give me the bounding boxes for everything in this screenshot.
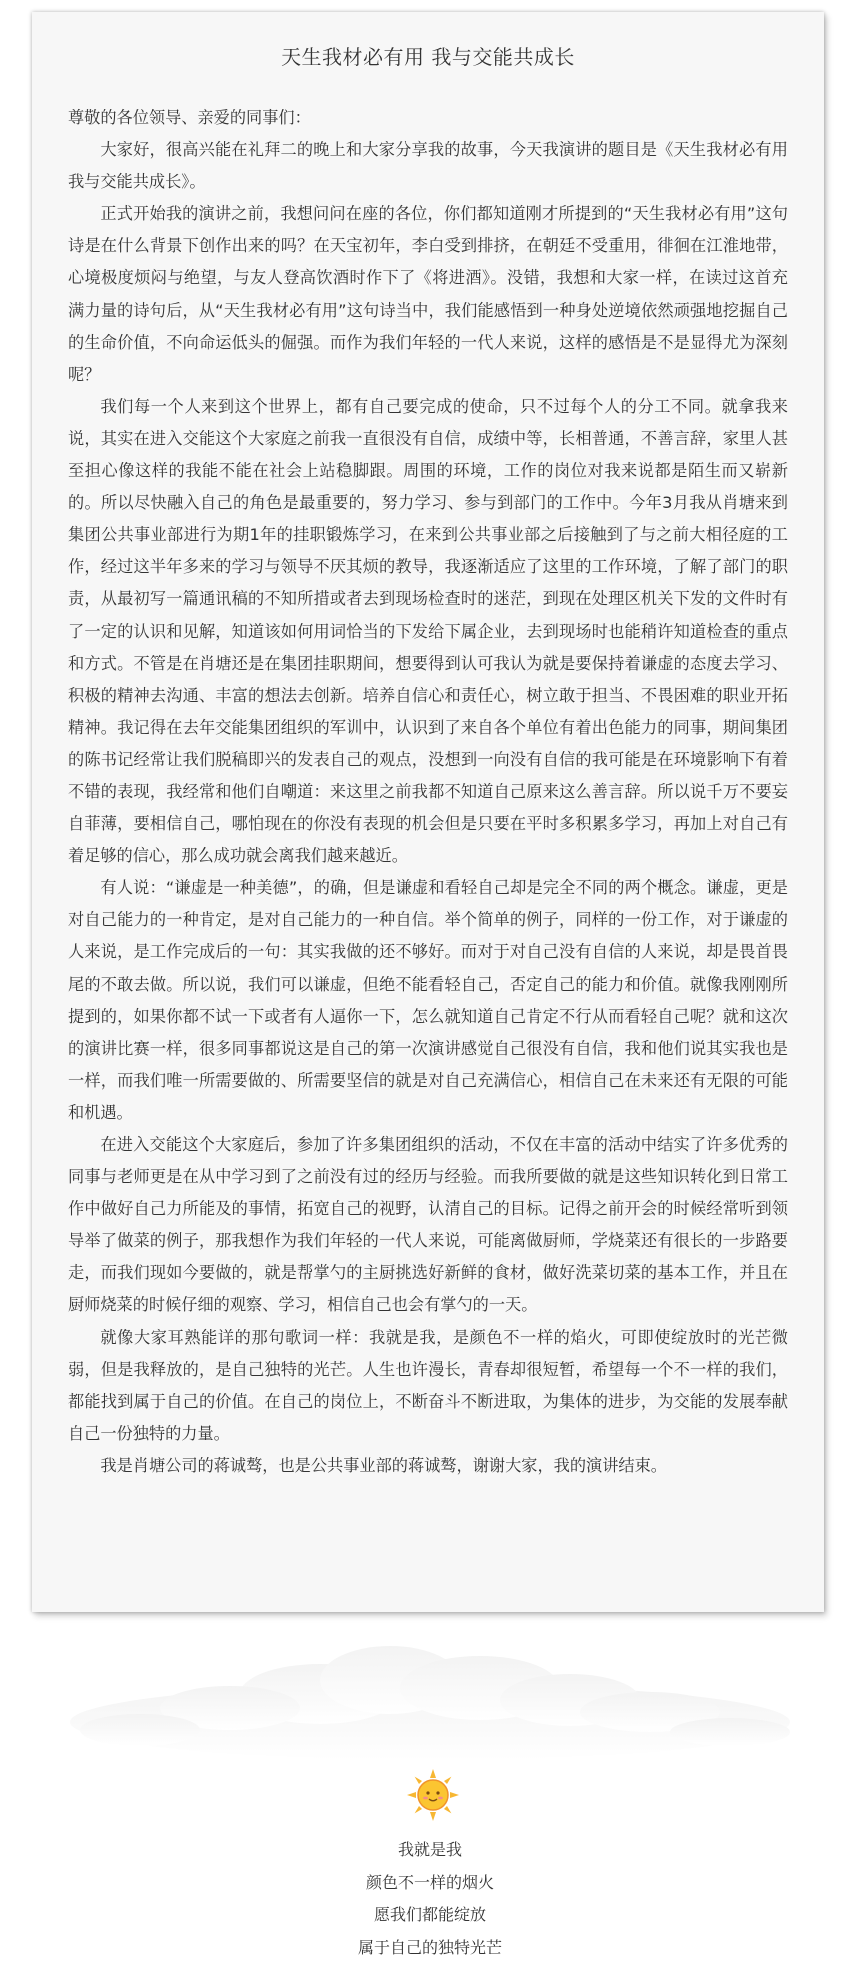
footer-decoration	[0, 1612, 860, 1968]
article-title: 天生我材必有用 我与交能共成长	[281, 45, 575, 69]
paragraph: 正式开始我的演讲之前，我想问问在座的各位，你们都知道刚才所提到的“天生我材必有用”这句诗是在什么背景下创作出来的吗？在天宝初年，李白受到排挤，在朝廷不受重用，徘徊在江淮地带，心境极度烦闷与绝望，与友人登高饮酒时作下了《将进酒》。没错，我想和大家一样，在读过这首充满力量的诗句后，从“天生我材必有用”这句诗当中，我们能感悟到一种身处逆境依然顽强地挖掘自己的生命价值，不向命运低头的倔强。而作为我们年轻的一代人来说，这样的感悟是不是显得尤为深刻呢？	[68, 204, 788, 384]
paragraph: 大家好，很高兴能在礼拜二的晚上和大家分享我的故事，今天我演讲的题目是《天生我材必有用 我与交能共成长》。	[68, 140, 788, 192]
paragraph: 在进入交能这个大家庭后，参加了许多集团组织的活动，不仅在丰富的活动中结实了许多优秀的同事与老师更是在从中学习到了之前没有过的经历与经验。而我所要做的就是这些知识转化到日常工作中做好自己力所能及的事情，拓宽自己的视野，认清自己的目标。记得之前开会的时候经常听到领导举了做菜的例子，那我想作为我们年轻的一代人来说，可能离做厨师，学烧菜还有很长的一步路要走，而我们现如今要做的，就是帮掌勺的主厨挑选好新鲜的食材，做好洗菜切菜的基本工作，并且在厨师烧菜的时候仔细的观察、学习，相信自己也会有掌勺的一天。	[68, 1135, 788, 1315]
article-body	[68, 102, 788, 1482]
closing-paragraph: 我是肖塘公司的蒋诚骜，也是公共事业部的蒋诚骜，谢谢大家，我的演讲结束。	[100, 1455, 667, 1475]
sun-icon	[407, 1769, 459, 1821]
paragraph: 有人说：“谦虚是一种美德”，的确，但是谦虚和看轻自己却是完全不同的两个概念。谦虚，更是对自己能力的一种肯定，是对自己能力的一种自信。举个简单的例子，同样的一份工作，对于谦虚的人来说，是工作完成后的一句：其实我做的还不够好。而对于对自己没有自信的人来说，却是畏首畏尾的不敢去做。所以说，我们可以谦虚，但绝不能看轻自己，否定自己的能力和价值。就像我刚刚所提到的，如果你都不试一下或者有人逼你一下，怎么就知道自己肯定不行从而看轻自己呢？就和这次的演讲比赛一样，很多同事都说这是自己的第一次演讲感觉自己很没有自信，我和他们说其实我也是一样，而我们唯一所需要做的、所需要坚信的就是对自己充满信心，相信自己在未来还有无限的可能和机遇。	[68, 878, 788, 1122]
poem-line: 属于自己的独特光芒	[357, 1937, 502, 1957]
poem-line: 愿我们都能绽放	[373, 1905, 486, 1924]
poem-line: 颜色不一样的烟火	[365, 1872, 494, 1892]
article-card	[32, 12, 824, 1612]
footer-poem	[0, 1834, 860, 1964]
paragraph: 我们每一个人来到这个世界上，都有自己要完成的使命，只不过每个人的分工不同。就拿我来说，其实在进入交能这个大家庭之前我一直很没有自信，成绩中等，长相普通，不善言辞，家里人甚至担心像这样的我能不能在社会上站稳脚跟。周围的环境，工作的岗位对我来说都是陌生而又崭新的。所以尽快融入自己的角色是最重要的，努力学习、参与到部门的工作中。今年3月我从肖塘来到集团公共事业部进行为期1年的挂职锻炼学习，在来到公共事业部之后接触到了与之前大相径庭的工作，经过这半年多来的学习与领导不厌其烦的教导，我逐渐适应了这里的工作环境，了解了部门的职责，从最初写一篇通讯稿的不知所措或者去到现场检查时的迷茫，到现在处理区机关下发的文件时有了一定的认识和见解，知道该如何用词恰当的下发给下属企业，去到现场时也能稍许知道检查的重点和方式。不管是在肖塘还是在集团挂职期间，想要得到认可我认为就是要保持着谦虚的态度去学习、积极的精神去沟通、丰富的想法去创新。培养自信心和责任心，树立敢于担当、不畏困难的职业开拓精神。我记得在去年交能集团组织的军训中，认识到了来自各个单位有着出色能力的同事，期间集团的陈书记经常让我们脱稿即兴的发表自己的观点，没想到一向没有自信的我可能是在环境影响下有着不错的表现，我经常和他们自嘲道：来这里之前我都不知道自己原来这么善言辞。所以说千万不要妄自菲薄，要相信自己，哪怕现在的你没有表现的机会但是只要在平时多积累多学习，再加上对自己有着足够的信心，那么成功就会离我们越来越近。	[68, 396, 788, 866]
salutation: 尊敬的各位领导、亲爱的同事们：	[68, 108, 311, 127]
paragraph: 就像大家耳熟能详的那句歌词一样：我就是我，是颜色不一样的焰火，可即使绽放时的光芒微弱，但是我释放的，是自己独特的光芒。人生也许漫长，青春却很短暂，希望每一个不一样的我们，都能找到属于自己的价值。在自己的岗位上，不断奋斗不断进取，为集体的进步，为交能的发展奉献自己一份独特的力量。	[68, 1327, 788, 1443]
cloud-icon	[60, 1642, 800, 1762]
poem-line: 我就是我	[397, 1840, 462, 1859]
